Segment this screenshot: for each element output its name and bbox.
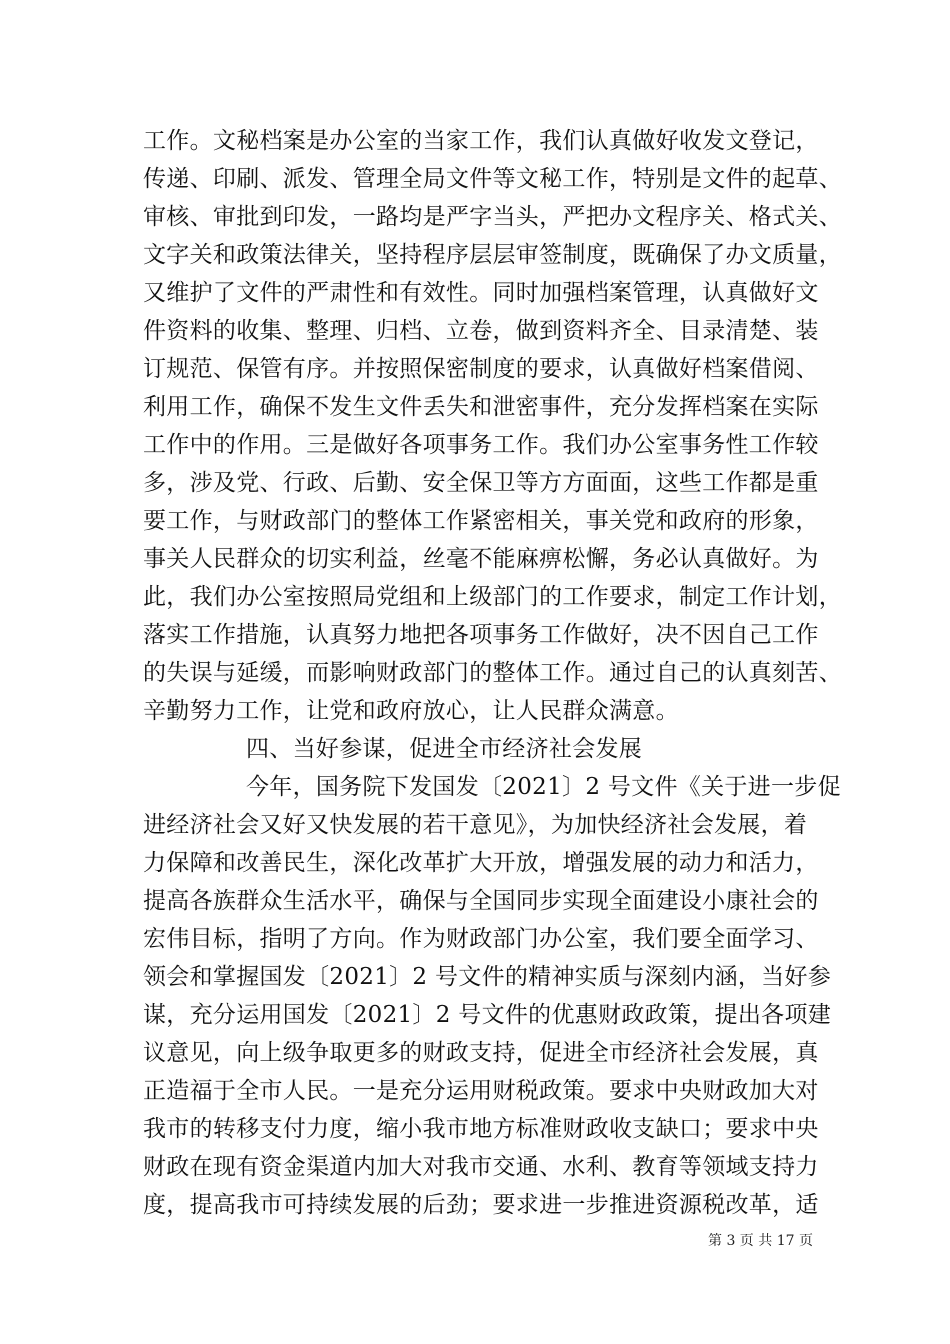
- section-heading: 四、当好参谋，促进全市经济社会发展: [246, 736, 643, 762]
- text-line: 又维护了文件的严肃性和有效性。同时加强档案管理，认真做好文: [143, 280, 819, 306]
- text-line: 落实工作措施，认真努力地把各项事务工作做好，决不因自己工作: [143, 622, 819, 648]
- text-line: 件资料的收集、整理、归档、立卷，做到资料齐全、目录清楚、装: [143, 318, 819, 344]
- text-line: 谋，充分运用国发〔2021〕2 号文件的优惠财政政策，提出各项建: [143, 1002, 832, 1028]
- text-line: 工作。文秘档案是办公室的当家工作，我们认真做好收发文登记，: [143, 128, 819, 154]
- text-line: 我市的转移支付力度，缩小我市地方标准财政收支缺口；要求中央: [143, 1116, 819, 1142]
- text-line: 此，我们办公室按照局党组和上级部门的工作要求，制定工作计划，: [143, 584, 842, 610]
- text-line: 议意见，向上级争取更多的财政支持，促进全市经济社会发展，真: [143, 1040, 819, 1066]
- text-line: 度，提高我市可持续发展的后劲；要求进一步推进资源税改革，适: [143, 1192, 819, 1218]
- text-line: 事关人民群众的切实利益，丝毫不能麻痹松懈，务必认真做好。为: [143, 546, 819, 572]
- text-line: 文字关和政策法律关，坚持程序层层审签制度，既确保了办文质量，: [143, 242, 842, 268]
- text-line: 审核、审批到印发，一路均是严字当头，严把办文程序关、格式关、: [143, 204, 842, 230]
- text-line: 力保障和改善民生，深化改革扩大开放，增强发展的动力和活力，: [143, 850, 819, 876]
- text-line: 进经济社会又好又快发展的若干意见》，为加快经济社会发展，着: [143, 812, 808, 838]
- text-line: 订规范、保管有序。并按照保密制度的要求，认真做好档案借阅、: [143, 356, 819, 382]
- text-line: 正造福于全市人民。一是充分运用财税政策。要求中央财政加大对: [143, 1078, 819, 1104]
- text-line: 财政在现有资金渠道内加大对我市交通、水利、教育等领域支持力: [143, 1154, 819, 1180]
- text-line: 领会和掌握国发〔2021〕2 号文件的精神实质与深刻内涵，当好参: [143, 964, 832, 990]
- text-line: 辛勤努力工作，让党和政府放心，让人民群众满意。: [143, 698, 679, 724]
- text-line: 的失误与延缓，而影响财政部门的整体工作。通过自己的认真刻苦、: [143, 660, 842, 686]
- text-line: 宏伟目标，指明了方向。作为财政部门办公室，我们要全面学习、: [143, 926, 819, 952]
- text-line: 利用工作，确保不发生文件丢失和泄密事件，充分发挥档案在实际: [143, 394, 819, 420]
- text-line: 工作中的作用。三是做好各项事务工作。我们办公室事务性工作较: [143, 432, 819, 458]
- page-number-footer: 第 3 页 共 17 页: [708, 1233, 813, 1249]
- text-line: 提高各族群众生活水平，确保与全国同步实现全面建设小康社会的: [143, 888, 819, 914]
- paragraph-first-line: 今年，国务院下发国发〔2021〕2 号文件《关于进一步促: [246, 774, 841, 800]
- text-line: 传递、印刷、派发、管理全局文件等文秘工作，特别是文件的起草、: [143, 166, 842, 192]
- text-line: 多，涉及党、行政、后勤、安全保卫等方方面面，这些工作都是重: [143, 470, 819, 496]
- text-line: 要工作，与财政部门的整体工作紧密相关，事关党和政府的形象，: [143, 508, 819, 534]
